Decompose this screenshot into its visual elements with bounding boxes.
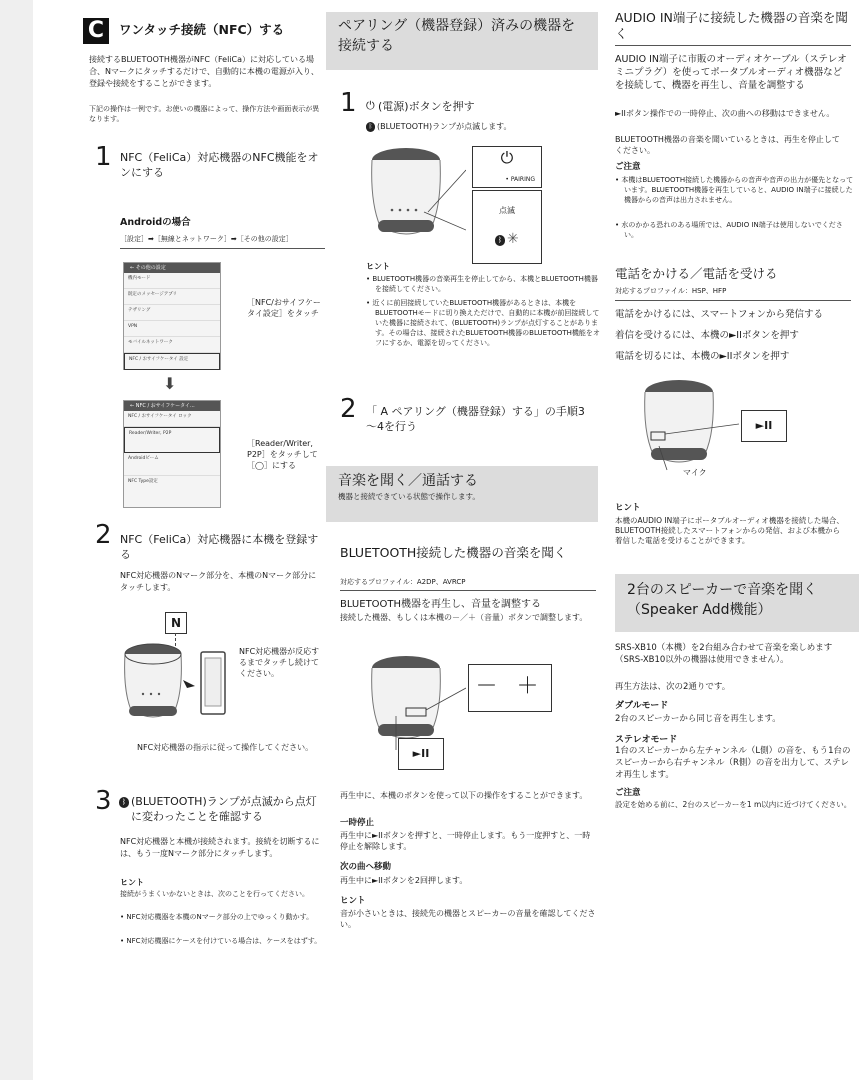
hint-bullet-text: NFC対応機器にケースを付けている場合は、ケースをはずす。	[126, 937, 322, 945]
hint-label: ヒント	[120, 878, 144, 887]
speaker-illustration	[366, 140, 466, 250]
section-header: ペアリング（機器登録）済みの機器を接続する	[338, 18, 576, 54]
phone-menu-item-highlighted: NFC / おサイフケータイ 設定	[124, 353, 220, 370]
double-mode-label: ダブルモード	[615, 701, 669, 711]
speaker-volume-illustration	[366, 650, 466, 750]
hint-label: ヒント	[615, 503, 641, 513]
step-number: 1	[95, 142, 112, 172]
caution-body: 設定を始める前に、2台のスピーカーを1 m以内に近づけてください。	[615, 800, 852, 809]
section-header-box	[615, 574, 859, 632]
hint-label: ヒント	[340, 896, 366, 906]
android-path: ［設定］➡［無線とネットワーク］➡［その他の設定］	[120, 234, 325, 249]
phone-menu-item: NFC Type設定	[128, 479, 158, 484]
speaker-add-intro: SRS-XB10（本機）を2台組み合わせて音楽を楽しめます（SRS-XB10以外の機器は使用できません）。	[615, 643, 833, 665]
caution-bullet-text: 水のかかる恐れのある場所では、AUDIO IN端子は使用しないでください。	[621, 221, 843, 239]
phone-title-bar: ← その他の設定	[124, 263, 220, 273]
next-label: 次の曲へ移動	[340, 862, 392, 872]
volume-buttons-callout: － ＋	[468, 664, 552, 712]
stereo-mode-label: ステレオモード	[615, 735, 678, 745]
call-instruction: 電話を切るには、本機の►IIボタンを押す	[615, 351, 790, 362]
bluetooth-lamp-icon: ᛒ	[495, 235, 505, 246]
section-header: 音楽を聞く／通話する	[338, 473, 478, 489]
phone-menu-item: NFC / おサイフケータイ ロック	[124, 411, 220, 427]
step-text: (BLUETOOTH)ランプが点滅から点灯に変わったことを確認する	[131, 795, 317, 823]
bluetooth-icon: ᛒ	[119, 797, 129, 808]
intro-text: 接続するBLUETOOTH機器がNFC（FeliCa）に対応している場合、Nマークにタッチするだけで、自動的に本機の電源が入り、登録や接続をすることができます。	[89, 55, 319, 88]
power-icon: ⏻	[500, 148, 514, 167]
playpause-button-callout: ►II	[741, 410, 787, 442]
speaker-phone-illustration	[639, 374, 749, 478]
phone-screenshot-nfc	[123, 400, 221, 508]
audio-note: BLUETOOTH機器の音楽を聞いているときは、再生を停止してください。	[615, 135, 840, 155]
pause-body: 再生中に►IIボタンを押すと、一時停止します。もう一度押すと、一時停止を解除します。	[340, 831, 591, 851]
phone-title-bar: ← NFC / おサイフケータイ...	[124, 401, 220, 411]
hint-bullet: • NFC対応機器にケースを付けている場合は、ケースをはずす。	[120, 937, 322, 945]
speaker-nfc-illustration	[121, 640, 231, 730]
manual-page	[33, 0, 865, 1080]
step-text: 「 A ペアリング（機器登録）する」の手順3～4を行う	[366, 405, 585, 433]
section-header: 2台のスピーカーで音楽を聞く（Speaker Add機能）	[627, 582, 818, 618]
mic-label: マイク	[683, 468, 707, 477]
step-body: NFC対応機器と本機が接続されます。接続を切断するには、もう一度Nマーク部分にタッチします。	[120, 837, 320, 858]
phone-menu-item-highlighted: Reader/Writer, P2P	[124, 427, 220, 453]
hint-bullet-text: BLUETOOTH機器の音楽再生を停止してから、本機とBLUETOOTH機器を接続してください。	[372, 275, 598, 293]
step-body: NFC対応機器のNマーク部分を、本機のNマーク部分にタッチします。	[120, 571, 317, 592]
android-heading: Androidの場合	[120, 217, 191, 228]
phone-menu-item: テザリング	[124, 305, 220, 321]
section-title: ワンタッチ接続（NFC）する	[119, 22, 285, 37]
section-header-sub: 機器と接続できている状態で操作します。	[338, 492, 480, 501]
subsection-title: AUDIO IN端子に接続した機器の音楽を聞く	[615, 10, 851, 46]
step2-follow: NFC対応機器の指示に従って操作してください。	[137, 743, 314, 752]
hint-body: 接続がうまくいかないときは、次のことを行ってください。	[120, 890, 309, 898]
hint-body: 音が小さいときは、接続先の機器とスピーカーの音量を確認してください。	[340, 909, 596, 929]
profile-text: 対応するプロファイル：A2DP、AVRCP	[340, 577, 596, 591]
section-letter-badge: C	[83, 18, 109, 44]
caution-label: ご注意	[615, 788, 641, 798]
caution-label: ご注意	[615, 162, 641, 172]
audio-note: ►IIボタン操作での一時停止、次の曲への移動はできません。	[615, 109, 835, 118]
callout-reader-writer: ［Reader/Writer, P2P］をタッチして［◯］にする	[247, 439, 318, 470]
phone-menu-item: Androidビーム	[124, 453, 220, 476]
phone-menu-item: VPN	[124, 321, 220, 337]
call-instruction: 着信を受けるには、本機の►IIボタンを押す	[615, 330, 799, 341]
step-text: (電源)ボタンを押す	[378, 100, 475, 113]
section-header-box	[326, 12, 598, 70]
stereo-mode-body: 1台のスピーカーから左チャンネル（L側）の音を、もう1台のスピーカーから右チャンネル（R側）の音を出力して、ステレオ再生します。	[615, 746, 851, 780]
phone-menu-item: モバイルネットワーク	[124, 337, 220, 353]
play-intro: 再生中に、本機のボタンを使って以下の操作をすることができます。	[340, 791, 588, 800]
call-instruction: 電話をかけるには、スマートフォンから発信する	[615, 309, 824, 320]
blink-rays-icon: ✳	[507, 231, 519, 247]
hint-bullet: • NFC対応機器を本機のNマーク部分の上でゆっくり動かす。	[120, 913, 314, 921]
phone-screenshot-settings	[123, 262, 221, 370]
hint-label: ヒント	[366, 262, 390, 271]
step-text: NFC（FeliCa）対応機器のNFC機能をオンにする	[120, 151, 319, 179]
pairing-label: • PAIRING	[505, 176, 535, 183]
subsection-title: BLUETOOTH接続した機器の音楽を聞く	[340, 545, 567, 560]
bluetooth-lamp-callout	[472, 190, 542, 264]
power-button-callout	[472, 146, 542, 188]
pairing-label-text: PAIRING	[510, 176, 535, 183]
profile-text: 対応するプロファイル：HSP、HFP	[615, 286, 851, 301]
phone-menu-item: 機内モード	[124, 273, 220, 289]
bluetooth-icon: ᛒ	[366, 122, 375, 132]
audio-body: AUDIO IN端子に市販のオーディオケーブル（ステレオミニプラグ）を使ってポータブルオーディオ機器などを接続して、機器を再生し、音量を調整する	[615, 54, 847, 91]
note-text: 下記の操作は一例です。お使いの機器によって、操作方法や画面表示が異なります。	[89, 105, 320, 123]
step-number: 3	[95, 786, 112, 816]
n-mark-icon: N	[165, 612, 187, 634]
playpause-button-callout: ►II	[398, 738, 444, 770]
step-text: NFC（FeliCa）対応機器に本機を登録する	[120, 533, 319, 561]
subsection-title: 電話をかける／電話を受ける	[615, 266, 778, 281]
step-number: 1	[340, 88, 357, 118]
hint-bullet: • 近くに前回接続していたBLUETOOTH機器があるときは、本機をBLUETOOTHモードに切り換えただけで、自動的に本機が前回接続していた機器に接続されて、(BLUETOOTH)ランプが点灯することがあります。その場合は、接続されたBLUETOOTH機器のBLUETOOTH機能をオフにするか、電源を切ってください。	[366, 299, 600, 347]
power-icon: ⏻	[366, 99, 375, 112]
hint-bullet-text: 近くに前回接続していたBLUETOOTH機器があるときは、本機をBLUETOOTHモードに切り換えただけで、自動的に本機が前回接続していた機器に接続されて、(BLUETOOTH)ランプが点灯することがあります。その場合は、接続されたBLUETOOTH機器のBLUETOOTH機能をオフにするか、電源を切ってください。	[372, 299, 600, 347]
hint-body: 本機のAUDIO IN端子にポータブルオーディオ機器を接続した場合、BLUETOOTH接続したスマートフォンからの発信、および本機から着信した電話を受けることができます。	[615, 516, 844, 545]
speaker-add-methods: 再生方法は、次の2通りです。	[615, 682, 731, 692]
hint-bullet-text: NFC対応機器を本機のNマーク部分の上でゆっくり動かす。	[126, 913, 314, 921]
caution-bullet: • 水のかかる恐れのある場所では、AUDIO IN端子は使用しないでください。	[615, 221, 843, 239]
caution-bullet: • 本機はBLUETOOTH接続した機器からの音声や音声の出力が優先となっています。BLUETOOTH機器を再生していると、AUDIO IN端子に接続した機器からの音声は出力されません。	[615, 176, 854, 204]
nfc-callout: NFC対応機器が反応するまでタッチし続けてください。	[239, 647, 320, 678]
step-text: BLUETOOTH機器を再生し、音量を調整する	[340, 599, 542, 610]
step-sub: (BLUETOOTH)ランプが点滅します。	[377, 122, 512, 131]
callout-nfc-settings: ［NFC/おサイフケータイ設定］をタッチ	[247, 298, 321, 318]
section-header-box	[326, 466, 598, 522]
step-number: 2	[340, 394, 357, 424]
phone-menu-item: 既定のメッセージアプリ	[124, 289, 220, 305]
hint-bullet: • BLUETOOTH機器の音楽再生を停止してから、本機とBLUETOOTH機器を接続してください。	[366, 275, 598, 293]
next-body: 再生中に►IIボタンを2回押します。	[340, 876, 468, 885]
pause-label: 一時停止	[340, 818, 375, 828]
step-number: 2	[95, 520, 112, 550]
caution-bullet-text: 本機はBLUETOOTH接続した機器からの音声や音声の出力が優先となっています。BLUETOOTH機器を再生していると、AUDIO IN端子に接続した機器からの音声は出力されません。	[621, 176, 854, 204]
arrow-down-icon: ⬇	[163, 374, 177, 393]
blink-label: 点滅	[499, 206, 515, 215]
step-body: 接続した機器、もしくは本機の－／＋（音量）ボタンで調整します。	[340, 613, 588, 622]
double-mode-body: 2台のスピーカーから同じ音を再生します。	[615, 714, 781, 724]
